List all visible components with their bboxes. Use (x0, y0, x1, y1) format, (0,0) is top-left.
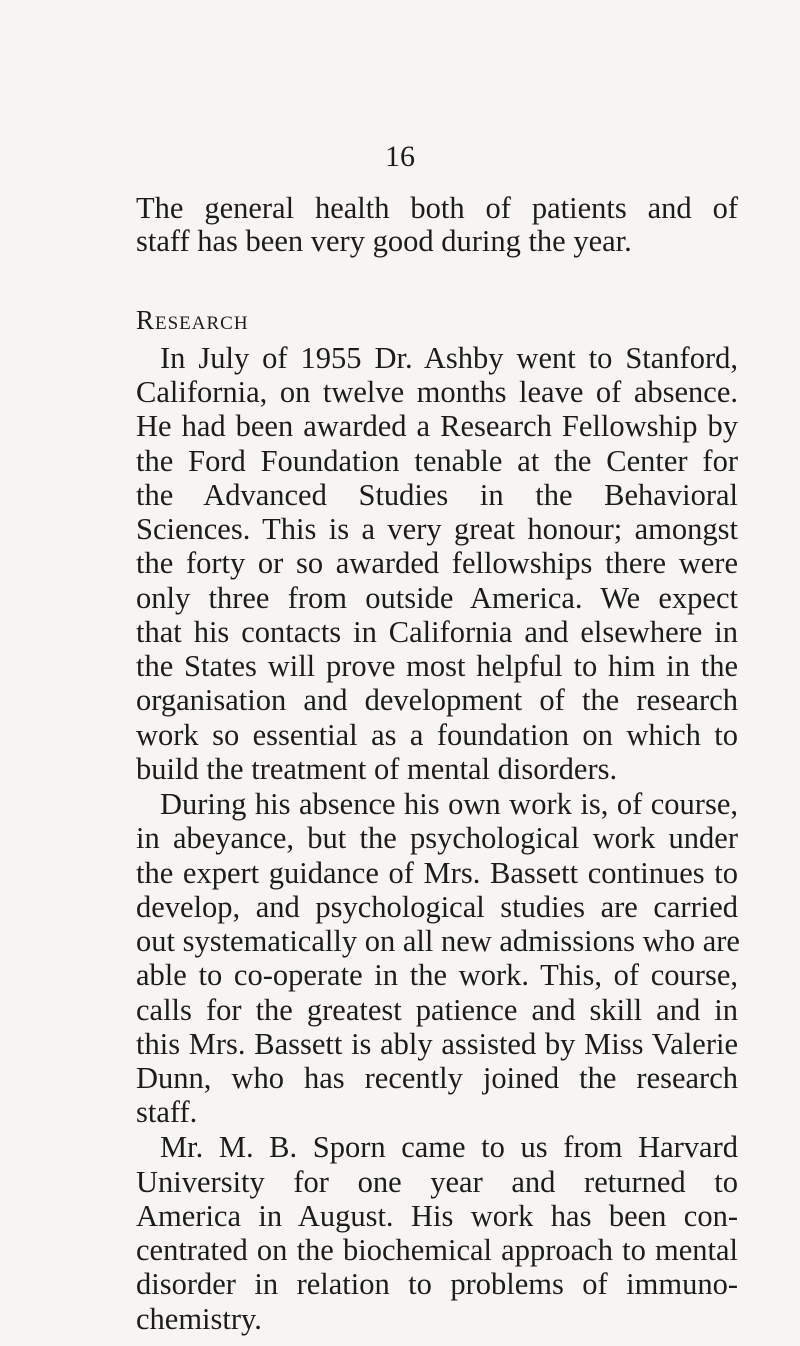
paragraph-line: chemistry. (136, 1301, 262, 1336)
paragraph-line: America in August. His work has been con- (136, 1198, 738, 1233)
paragraph-line: the forty or so awarded fellowships there were (136, 546, 738, 581)
paragraph-line: In July of 1955 Dr. Ashby went to Stanford, (160, 340, 738, 375)
intro-line: staff has been very good during the year. (136, 224, 632, 259)
intro-line: The general health both of patients and of (136, 191, 738, 225)
paragraph-line: Sciences. This is a very great honour; amongst (136, 512, 738, 547)
paragraph-line: California, on twelve months leave of absence. (136, 375, 738, 410)
paragraph-line: Dunn, who has recently joined the research (136, 1061, 738, 1096)
paragraph-line: work so essential as a foundation on which to (136, 717, 738, 752)
paragraph-line: the States will prove most helpful to him in the (136, 649, 738, 684)
paragraph-line: calls for the greatest patience and skill and in (136, 992, 738, 1027)
paragraph-line: University for one year and returned to (136, 1164, 738, 1199)
paragraph-line: Mr. M. B. Sporn came to us from Harvard (160, 1130, 738, 1165)
paragraph-line: staff. (136, 1095, 198, 1130)
paragraph-line: able to co-operate in the work. This, of course, (136, 958, 738, 993)
section-heading-research: Research (136, 304, 249, 335)
paragraph-line: only three from outside America. We expect (136, 580, 738, 615)
paragraph-line: that his contacts in California and elsewhere in (136, 614, 738, 649)
paragraph-line: the Ford Foundation tenable at the Center for (136, 443, 738, 478)
paragraph-line: During his absence his own work is, of course, (160, 787, 738, 822)
paragraph-line: in abeyance, but the psychological work under (136, 821, 738, 856)
paragraph-line: He had been awarded a Research Fellowship by (136, 409, 738, 444)
paragraph-line: the Advanced Studies in the Behavioral (136, 477, 738, 512)
paragraph-line: develop, and psychological studies are carried (136, 889, 738, 924)
paragraph-line: organisation and development of the research (136, 683, 738, 718)
paragraph-line: disorder in relation to problems of immuno- (136, 1267, 738, 1302)
paragraph-line: out systematically on all new admissions who are (136, 924, 740, 959)
paragraph-line: the expert guidance of Mrs. Bassett continues to (136, 855, 738, 890)
paragraph-line: this Mrs. Bassett is ably assisted by Miss Valerie (136, 1026, 738, 1061)
paragraph-line: centrated on the biochemical approach to mental (136, 1233, 738, 1268)
page-number: 16 (385, 140, 415, 173)
paragraph-line: build the treatment of mental disorders. (136, 751, 618, 786)
